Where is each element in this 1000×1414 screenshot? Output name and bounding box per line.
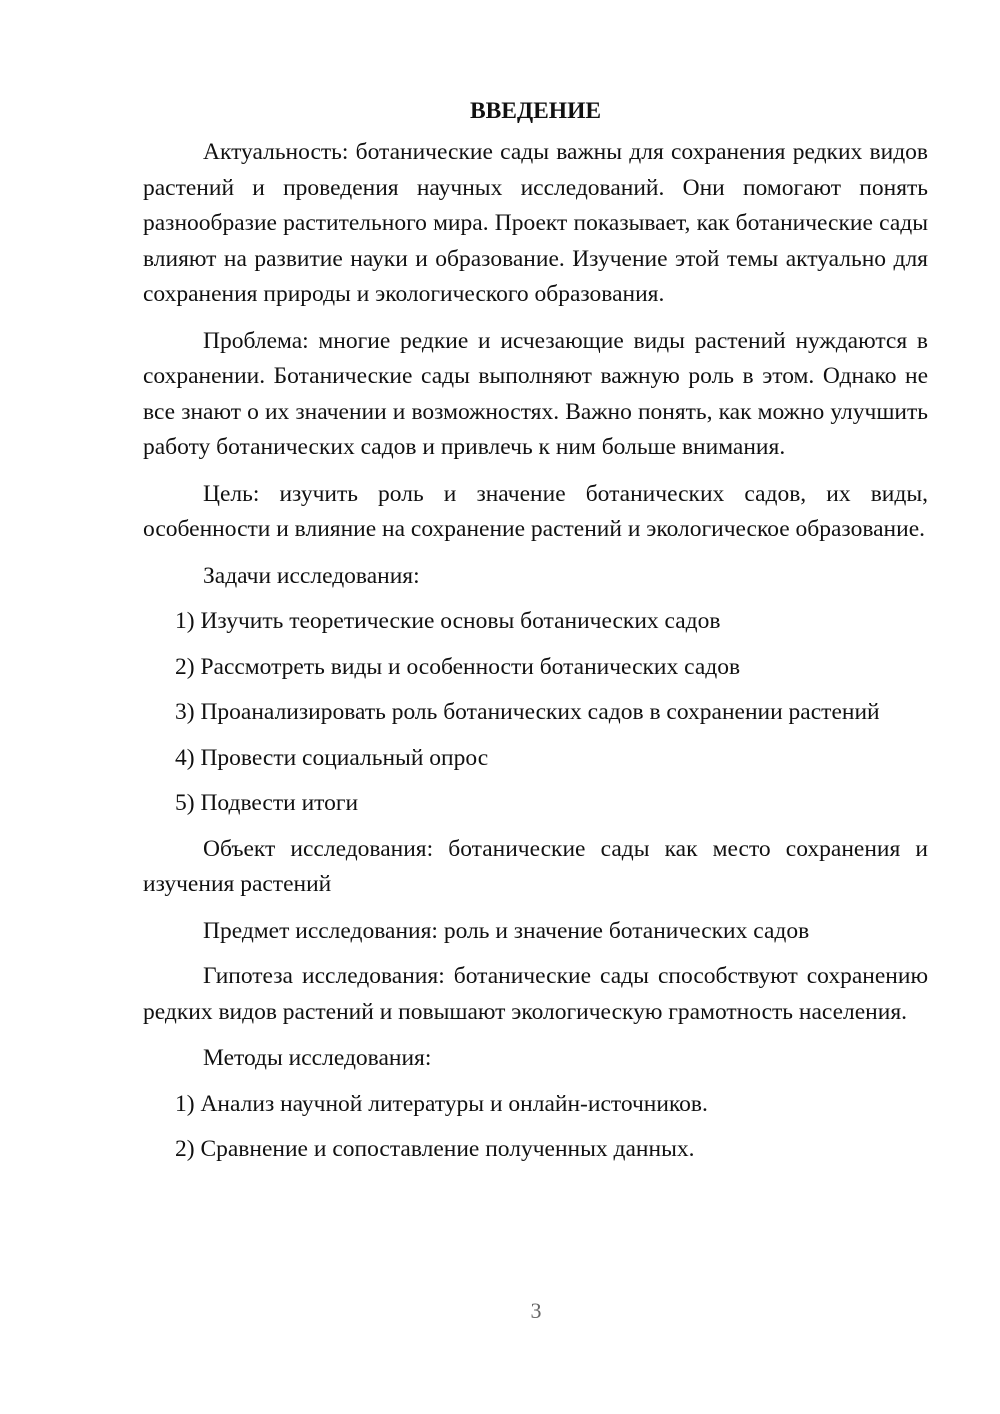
list-item: 4) Провести социальный опрос <box>175 744 489 771</box>
goal-paragraph: Цель: изучить роль и значение ботанических садов, их виды, особенности и влияние на сохранение растений и экологическое образование. <box>143 480 928 542</box>
list-item: 2) Рассмотреть виды и особенности ботанических садов <box>175 653 741 680</box>
page-content <box>143 94 928 1178</box>
list-item: 3) Проанализировать роль ботанических садов в сохранении растений <box>175 699 880 725</box>
list-item: 5) Подвести итоги <box>175 790 359 816</box>
hypothesis-paragraph: Гипотеза исследования: ботанические сады способствуют сохранению редких видов растений и повышают экологическую грамотность населения. <box>143 963 928 1025</box>
problem-paragraph: Проблема: многие редкие и исчезающие виды растений нуждаются в сохранении. Ботанические сады выполняют важную роль в этом. Однако не все знают о их значении и возможностях. Важно понять, как можно улучшить работу ботанических садов и привлечь к ним больше внимания. <box>143 327 928 460</box>
page-title: ВВЕДЕНИЕ <box>469 98 602 124</box>
list-item: 2) Сравнение и сопоставление полученных данных. <box>175 1136 695 1162</box>
page-number: 3 <box>530 1298 542 1323</box>
object-paragraph: Объект исследования: ботанические сады как место сохранения и изучения растений <box>143 835 928 897</box>
methods-list <box>143 1087 928 1168</box>
list-item: 1) Изучить теоретические основы ботанических садов <box>175 608 721 634</box>
tasks-list <box>143 604 928 822</box>
tasks-title: Задачи исследования: <box>203 562 420 589</box>
list-item: 1) Анализ научной литературы и онлайн-источников. <box>175 1090 708 1117</box>
relevance-paragraph: Актуальность: ботанические сады важны для сохранения редких видов растений и проведения научных исследований. Они помогают понять разнообразие растительного мира. Проект показывает, как ботанические сады влияют на развитие науки и образование. Изучение этой темы актуально для сохранения природы и экологического образования. <box>143 139 928 307</box>
subject-paragraph: Предмет исследования: роль и значение ботанических садов <box>203 917 810 944</box>
methods-title: Методы исследования: <box>203 1045 432 1071</box>
